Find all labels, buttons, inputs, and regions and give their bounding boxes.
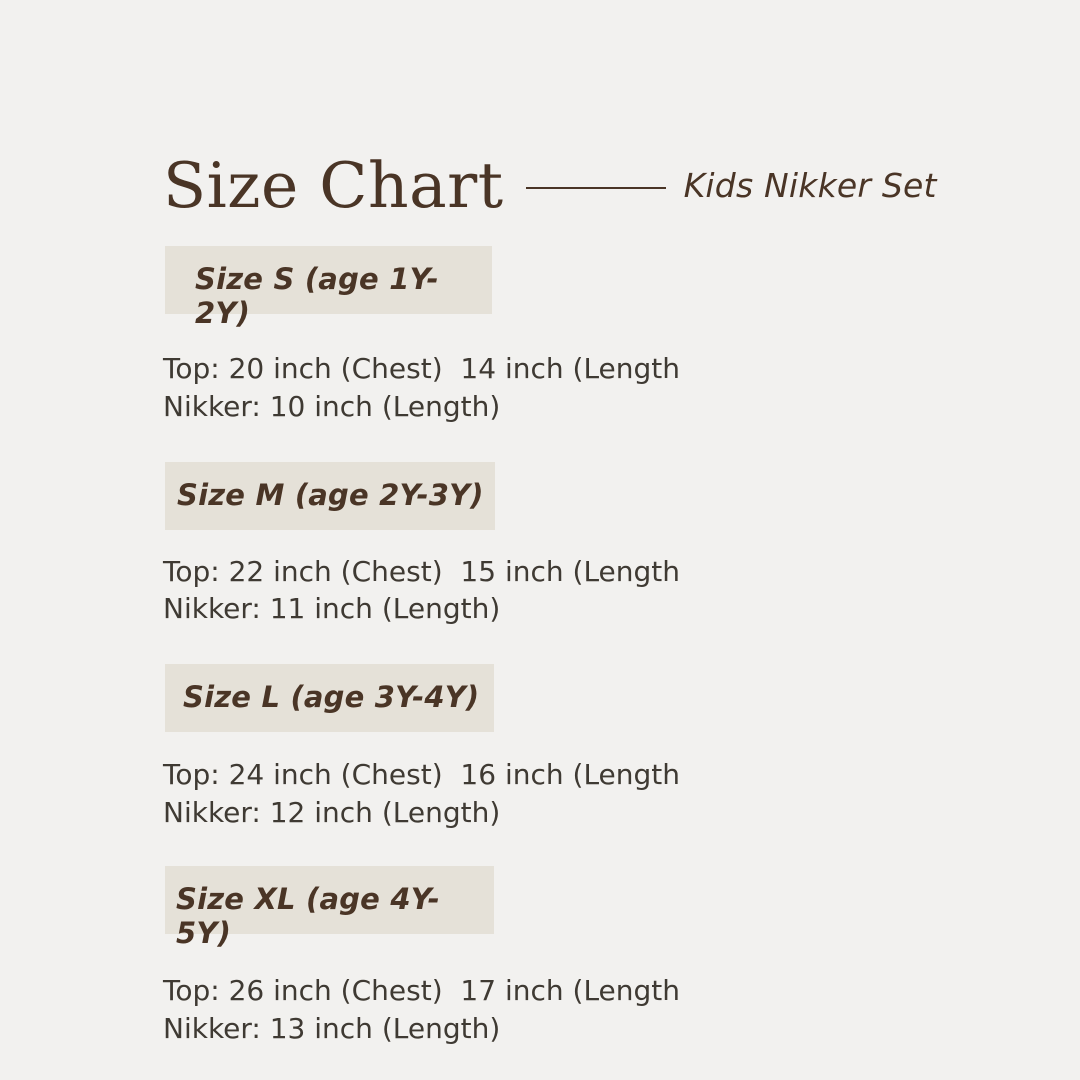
size-heading-s: Size S (age 1Y-2Y): [165, 246, 492, 314]
size-detail-line: Top: 20 inch (Chest) 14 inch (Length: [163, 352, 681, 385]
size-detail-line: Nikker: 12 inch (Length): [163, 795, 501, 829]
size-details-m: [163, 553, 1080, 629]
page-header: [163, 140, 983, 230]
size-block-s: [0, 246, 1080, 426]
size-block-l: [0, 664, 1080, 832]
size-heading-l: Size L (age 3Y-4Y): [165, 664, 494, 732]
size-heading-m: Size M (age 2Y-3Y): [165, 462, 495, 530]
size-block-m: [0, 462, 1080, 629]
page-title: Size Chart: [163, 148, 504, 222]
size-detail-line: Nikker: 11 inch (Length): [163, 592, 501, 626]
size-detail-line: Nikker: 10 inch (Length): [163, 389, 501, 423]
size-details-s: [163, 350, 1080, 426]
divider-line: [526, 187, 666, 189]
size-detail-line: Nikker: 13 inch (Length): [163, 1011, 501, 1045]
size-detail-line: Top: 24 inch (Chest) 16 inch (Length: [163, 758, 681, 792]
product-subtitle: Kids Nikker Set: [683, 165, 937, 205]
size-block-xl: [0, 866, 1080, 1048]
size-list: [0, 246, 1080, 1047]
size-heading-xl: Size XL (age 4Y-5Y): [165, 866, 494, 934]
size-details-xl: [163, 972, 1080, 1048]
size-details-l: [163, 756, 1080, 832]
size-detail-line: Top: 26 inch (Chest) 17 inch (Length: [163, 973, 681, 1007]
size-detail-line: Top: 22 inch (Chest) 15 inch (Length: [163, 554, 681, 588]
